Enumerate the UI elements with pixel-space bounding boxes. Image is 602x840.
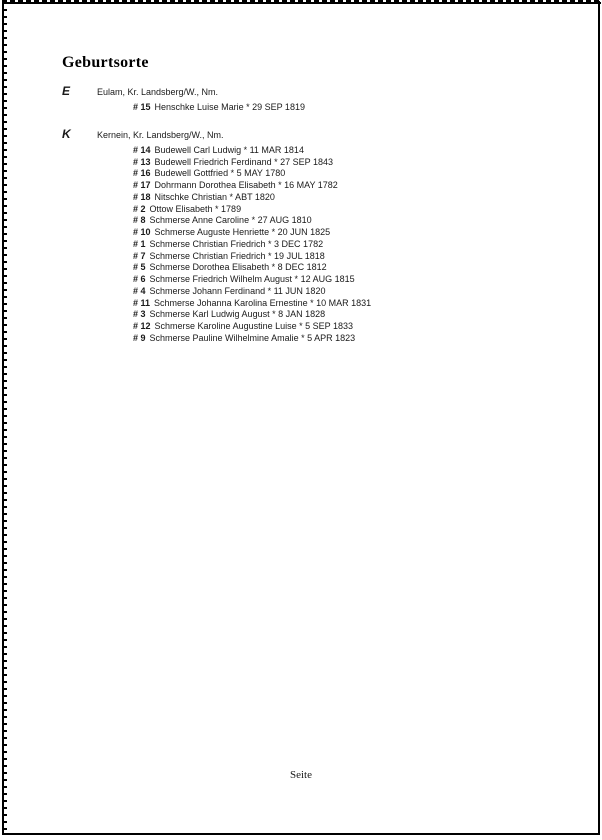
entry-number: # 2 (133, 203, 146, 214)
person-entry (133, 333, 582, 345)
entry-number: # 17 (133, 180, 151, 190)
person-entry (133, 180, 582, 192)
entry-text: Budewell Carl Ludwig * 11 MAR 1814 (154, 144, 304, 155)
section-letter: K (62, 126, 71, 141)
entry-text: Nitschke Christian * ABT 1820 (154, 191, 275, 202)
section-place: Kernein, Kr. Landsberg/W., Nm. (97, 129, 224, 140)
entry-text: Schmerse Pauline Wilhelmine Amalie * 5 APR 1823 (149, 332, 356, 343)
entry-number: # 10 (133, 227, 151, 237)
entry-number: # 4 (133, 285, 146, 296)
entry-text: Schmerse Christian Friedrich * 19 JUL 1818 (149, 250, 325, 261)
section-head (62, 85, 582, 99)
entry-number: # 12 (133, 321, 151, 331)
birthplace-index (62, 85, 582, 345)
entry-text: Schmerse Karoline Augustine Luise * 5 SEP 1833 (154, 321, 353, 331)
entry-number: # 14 (133, 144, 151, 155)
scan-edge-bottom-line (2, 833, 600, 835)
entry-text: Schmerse Dorothea Elisabeth * 8 DEC 1812 (149, 262, 327, 273)
entry-text: Budewell Friedrich Ferdinand * 27 SEP 1843 (154, 156, 333, 167)
page-title: Geburtsorte (62, 54, 149, 71)
person-entry (133, 102, 582, 114)
entry-number: # 1 (133, 238, 146, 249)
entry-number: # 3 (133, 309, 146, 320)
person-entry (133, 262, 582, 274)
person-entry-list (133, 102, 582, 114)
entry-text: Ottow Elisabeth * 1789 (149, 203, 242, 214)
entry-number: # 5 (133, 262, 146, 273)
entry-text: Schmerse Auguste Henriette * 20 JUN 1825 (154, 227, 331, 237)
person-entry (133, 227, 582, 239)
entry-number: # 18 (133, 191, 151, 202)
person-entry (133, 145, 582, 157)
section-head (62, 128, 582, 142)
index-section-k (62, 128, 582, 345)
entry-text: Dohrmann Dorothea Elisabeth * 16 MAY 1782 (154, 180, 338, 190)
entry-number: # 15 (133, 102, 151, 112)
entry-text: Schmerse Friedrich Wilhelm August * 12 AUG 1815 (149, 274, 355, 284)
person-entry (133, 168, 582, 180)
entry-text: Schmerse Johanna Karolina Ernestine * 10 MAR 1831 (154, 297, 372, 308)
person-entry (133, 157, 582, 169)
scan-edge-left-ticks (4, 2, 7, 835)
person-entry-list (133, 145, 582, 345)
entry-number: # 9 (133, 332, 146, 343)
entry-text: Henschke Luise Marie * 29 SEP 1819 (154, 102, 305, 112)
person-entry (133, 251, 582, 263)
person-entry (133, 298, 582, 310)
page-footer-label: Seite (290, 769, 312, 781)
entry-text: Schmerse Johann Ferdinand * 11 JUN 1820 (149, 285, 326, 296)
person-entry (133, 204, 582, 216)
entry-number: # 6 (133, 274, 146, 284)
person-entry (133, 239, 582, 251)
person-entry (133, 274, 582, 286)
entry-text: Budewell Gottfried * 5 MAY 1780 (154, 168, 286, 179)
entry-number: # 16 (133, 168, 151, 179)
scan-edge-right-line (598, 1, 600, 835)
entry-text: Schmerse Anne Caroline * 27 AUG 1810 (149, 215, 312, 226)
document-content (62, 53, 582, 359)
entry-number: # 11 (133, 297, 151, 308)
section-letter: E (62, 84, 71, 98)
person-entry (133, 192, 582, 204)
entry-number: # 7 (133, 250, 146, 261)
person-entry (133, 286, 582, 298)
index-section-e (62, 85, 582, 114)
scan-edge-top-line (2, 2, 601, 4)
section-place: Eulam, Kr. Landsberg/W., Nm. (97, 87, 219, 97)
person-entry (133, 309, 582, 321)
entry-text: Schmerse Christian Friedrich * 3 DEC 1782 (149, 238, 324, 249)
person-entry (133, 215, 582, 227)
person-entry (133, 321, 582, 333)
entry-text: Schmerse Karl Ludwig August * 8 JAN 1828 (149, 309, 326, 320)
entry-number: # 8 (133, 215, 146, 226)
entry-number: # 13 (133, 156, 151, 167)
